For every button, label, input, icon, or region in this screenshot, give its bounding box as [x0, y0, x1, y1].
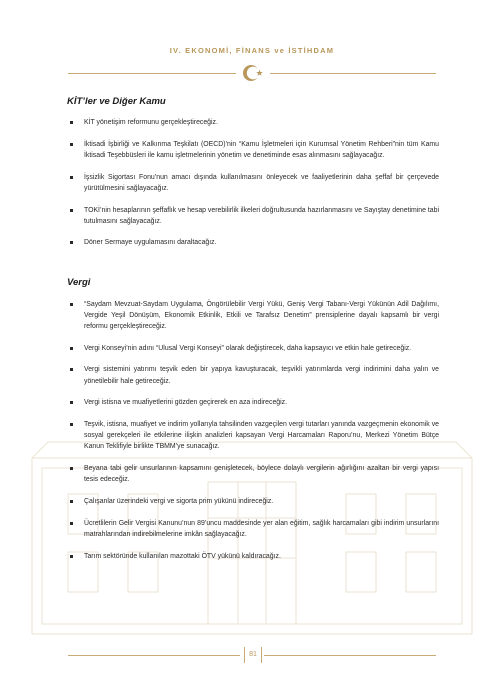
list-item-text: İktisadi İşbirliği ve Kalkınma Teşkilatı (OECD)’nin “Kamu İşletmeleri için Kurumsal Yönetim Rehberi”nin tüm Kamu İktisadi Teşebbüsleri ile kamu işletmelerinin yönetim ve denetiminde esas alınmasını sağlayacağız.	[84, 140, 439, 159]
section-title-vergi: Vergi	[67, 276, 91, 288]
list-item-text: Tarım sektöründe kullanılan mazottaki ÖTV yükünü kaldıracağız.	[84, 552, 281, 560]
list-item-text: Çalışanlar üzerindeki vergi ve sigorta prim yükünü indireceğiz.	[84, 498, 274, 506]
list-item-text: Vergi istisna ve muafiyetlerini gözden geçirerek en aza indireceğiz.	[84, 399, 287, 407]
list-item-text: Döner Sermaye uygulamasını daraltacağız.	[84, 239, 217, 247]
bullet-icon	[70, 467, 73, 470]
list-item-text: Beyana tabi gelir unsurlarının kapsamını genişletecek, böylece dolaylı vergilerin ağırlığını azaltan bir vergi yapısı tesis edeceğiz.	[84, 465, 439, 484]
bullet-icon	[70, 176, 73, 179]
bullet-icon	[70, 368, 73, 371]
chapter-header: IV. EKONOMİ, FİNANS ve İSTİHDAM	[169, 46, 335, 55]
list-item	[67, 237, 439, 248]
footer-divider-right	[264, 655, 436, 656]
bullet-icon	[70, 500, 73, 503]
list-item-text: “Saydam Mevzuat-Saydam Uygulama, Öngörülebilir Vergi Yükü, Geniş Vergi Tabanı-Vergi Yükünün Adil Dağılımı, Vergide Yeşil Dönüşüm, Ekonomik Etkinlik, Etkili ve Tarafsız Denetim” prensiplerine dayalı kapsamlı bir vergi reformu gerçekleştireceğiz.	[84, 300, 439, 331]
bullet-icon	[70, 303, 73, 306]
bullet-icon	[70, 401, 73, 404]
list-item	[67, 299, 439, 333]
list-item	[67, 397, 439, 408]
list-item	[67, 343, 439, 354]
list-item-text: Vergi sistemini yatırımı teşvik eden bir yapıya kavuşturacak, teşvikli yatırımlarda vergi indirimini daha yalın ve yönetilebilir hale getireceğiz.	[84, 366, 439, 385]
list-item	[67, 117, 439, 128]
list-item	[67, 463, 439, 485]
bullet-icon	[70, 555, 73, 558]
crescent-star-icon	[240, 62, 266, 84]
list-item	[67, 551, 439, 562]
list-item	[67, 172, 439, 194]
section-title-kit: KİT’ler ve Diğer Kamu	[67, 96, 166, 107]
list-item-text: İşsizlik Sigortası Fonu’nun amacı dışında kullanılmasını önleyecek ve faaliyetlerinin daha şeffaf bir çerçevede yürütülmesini sağlayacağız.	[84, 173, 439, 192]
list-item	[67, 364, 439, 386]
bullet-list-vergi	[67, 299, 439, 562]
bullet-icon	[70, 347, 73, 350]
list-item-text: Teşvik, istisna, muafiyet ve indirim yollarıyla tahsilinden vazgeçilen vergi tutarları yanında vazgeçmenin ekonomik ve sosyal gerekçeleri ile etkilerine ilişkin analizleri kapsayan Vergi Harcamaları Raporu’nu, Merkezi Yönetim Bütçe Kanun Teklifiyle birlikte TBMM’ye sunacağız.	[84, 421, 439, 451]
bullet-icon	[70, 143, 73, 146]
list-item-text: Vergi Konseyi’nin adını “Ulusal Vergi Konseyi” olarak değiştirecek, daha kapsayıcı ve etkin hale getireceğiz.	[84, 344, 412, 352]
bullet-icon	[70, 209, 73, 212]
list-item	[67, 205, 439, 227]
list-item-text: TOKİ’nin hesaplarının şeffaflık ve hesap verebilirlik ilkeleri doğrultusunda hazırlanmasını ve Sayıştay denetimine tabi tutulmasını sağlayacağız.	[84, 206, 439, 225]
list-item	[67, 419, 439, 453]
list-item	[67, 496, 439, 507]
bullet-icon	[70, 423, 73, 426]
bullet-icon	[70, 241, 73, 244]
list-item	[67, 139, 439, 161]
main-content	[67, 96, 439, 572]
list-item-text: Ücretlilerin Gelir Vergisi Kanunu’nun 89’uncu maddesinde yer alan eğitim, sağlık harcamaları gibi indirim unsurlarını matrahlarından indirebilmelerine imkân sağlayacağız.	[84, 519, 439, 538]
list-item	[67, 518, 439, 540]
header-divider-right	[270, 73, 436, 74]
footer-divider-left	[68, 655, 240, 656]
page-number: 81	[244, 647, 262, 663]
header-divider-left	[68, 73, 236, 74]
bullet-icon	[70, 522, 73, 525]
bullet-icon	[70, 121, 73, 124]
list-item-text: KİT yönetişim reformunu gerçekleştireceğiz.	[84, 119, 218, 126]
bullet-list-kit	[67, 117, 439, 249]
